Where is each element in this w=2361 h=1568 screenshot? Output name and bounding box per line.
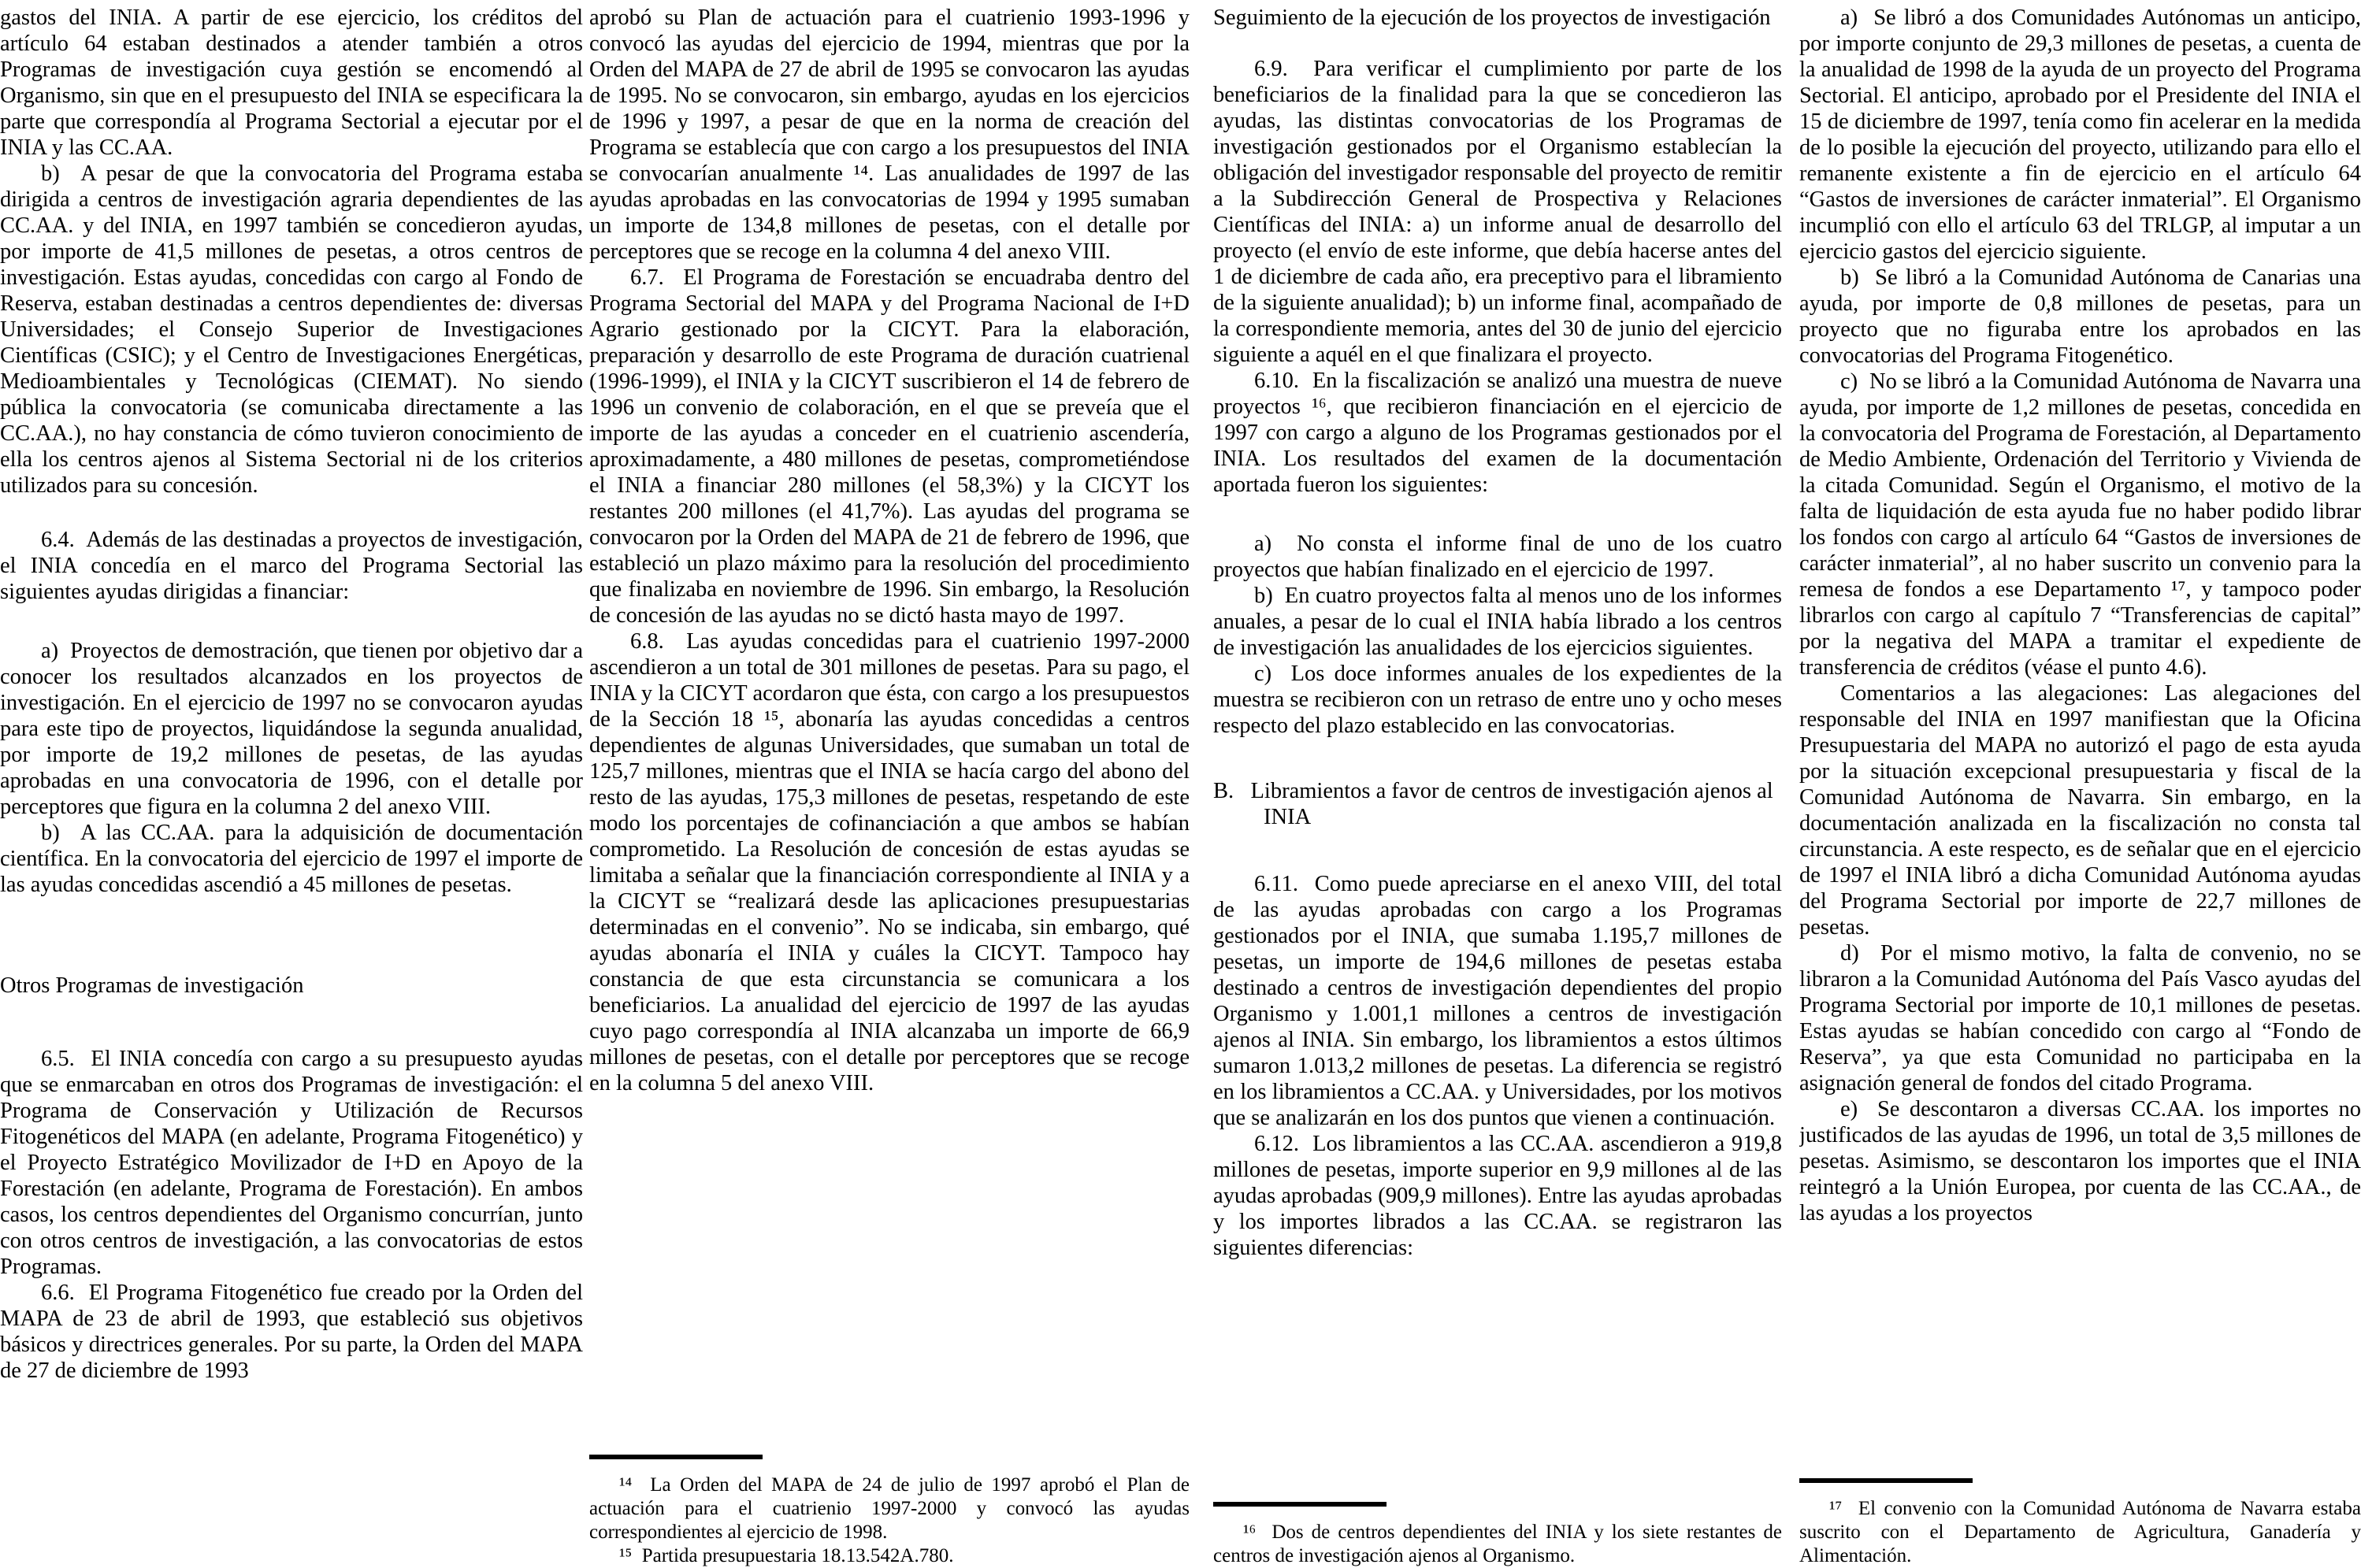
paragraph-continuation: aprobó su Plan de actuación para el cuatrienio 1993-1996 y convocó las ayudas del ejercicio de 1994, mientras que por la Orden del MAPA de 27 de abril de 1995 se convocaron las ayudas de 1995. No se convocaron, sin embargo, ayudas en los ejercicios de 1996 y 1997, a pesar de que en la norma de creación del Programa se establecía que con cargo a los presupuestos del INIA se convocarían anualmente ¹⁴. Las anualidades de 1997 de las ayudas aprobadas en las convocatorias de 1994 y 1995 sumaban un importe de 134,8 millones de pesetas, con el detalle por perceptores que se recoge en la columna 4 del anexo VIII. — [589, 6, 1190, 264]
paragraph-continuation: gastos del INIA. A partir de ese ejercicio, los créditos del artículo 64 estaban destinados a atender también a otros Programas de investigación cuya gestión se encomendó al Organismo, sin que en el presupuesto del INIA se especificara la parte que correspondía al Programa Sectorial a ejecutar por el INIA y las CC.AA. — [0, 6, 583, 160]
footnote-17: ¹⁷ El convenio con la Comunidad Autónoma de Navarra estaba suscrito con el Departamento de Agricultura, Ganadería y Alimentación. — [1799, 1498, 2361, 1566]
paragraph-comentarios: Comentarios a las alegaciones: Las alegaciones del responsable del INIA en 1997 manifiestan que la Oficina Presupuestaria del MAPA no autorizó el pago de esta ayuda por la situación excepcional presupuestaria y fiscal de la Comunidad Autónoma de Navarra. Sin embargo, en la documentación analizada en la fiscalización no consta tal circunstancia. A este respecto, es de señalar que en el ejercicio de 1997 el INIA libró a dicha Comunidad Autónoma ayudas del Programa Sectorial por importe de 22,7 millones de pesetas. — [1799, 681, 2361, 940]
paragraph-6-5: 6.5. El INIA concedía con cargo a su presupuesto ayudas que se enmarcaban en otros dos Programas de investigación: el Programa de Conservación y Utilización de Recursos Fitogenéticos del MAPA (en adelante, Programa Fitogenético) y el Proyecto Estratégico Movilizador de I+D en Apoyo de la Forestación (en adelante, Programa de Forestación). En ambos casos, los centros dependientes del Organismo concurrían, junto con otros centros de investigación, a las convocatorias de estos Programas. — [0, 1047, 583, 1279]
paragraph-item-b: b) En cuatro proyectos falta al menos uno de los informes anuales, a pesar de lo cual el INIA había librado a los centros de investigación las anualidades de los ejercicios siguientes. — [1213, 584, 1782, 660]
text-column-2 — [589, 5, 1190, 1568]
paragraph-6-10: 6.10. En la fiscalización se analizó una muestra de nueve proyectos ¹⁶, que recibieron financiación en el ejercicio de 1997 con cargo a alguno de los Programas gestionados por el INIA. Los resultados del examen de la documentación aportada fueron los siguientes: — [1213, 369, 1782, 497]
paragraph-6-8: 6.8. Las ayudas concedidas para el cuatrienio 1997-2000 ascendieron a un total de 301 millones de pesetas. Para su pago, el INIA y la CICYT acordaron que ésta, con cargo a los presupuestos de la Sección 18 ¹⁵, abonaría las ayudas concedidas a centros dependientes de algunas Universidades, que sumaban un total de 125,7 millones, mientras que el INIA se hacía cargo del abono del resto de las ayudas, 175,3 millones de pesetas, respetando de este modo los porcentajes de cofinanciación a que ambos se habían comprometido. La Resolución de concesión de estas ayudas se limitaba a señalar que la financiación correspondiente al INIA y a la CICYT se “realizará desde las aplicaciones presupuestarias determinadas en el convenio”. No se indicaba, sin embargo, qué ayudas abonaría el INIA y cuáles la CICYT. Tampoco hay constancia de que esta circunstancia se comunicara a los beneficiarios. La anualidad del ejercicio de 1997 de las ayudas cuyo pago correspondía al INIA alcanzaba un importe de 66,9 millones de pesetas, con el detalle por perceptores que se recoge en la columna 5 del anexo VIII. — [589, 629, 1190, 1095]
footnote-16: ¹⁶ Dos de centros dependientes del INIA y los siete restantes de centros de investigación ajenos al Organismo. — [1213, 1522, 1782, 1566]
footnote-separator — [1799, 1478, 1973, 1483]
paragraph-item-a: a) Se libró a dos Comunidades Autónomas un anticipo, por importe conjunto de 29,3 millones de pesetas, a cuenta de la anualidad de 1998 de la ayuda de un proyecto del Programa Sectorial. El anticipo, aprobado por el Presidente del INIA el 15 de diciembre de 1997, tenía como fin acelerar en la medida de lo posible la ejecución del proyecto, utilizando para ello el remanente existente a fin de ejercicio en el artículo 64 “Gastos de inversiones de carácter inmaterial”. El Organismo incumplió con ello el artículo 63 del TRLGP, al imputar a un ejercicio gastos del ejercicio siguiente. — [1799, 6, 2361, 264]
section-heading-b-libramientos: B. Libramientos a favor de centros de investigación ajenos al INIA — [1213, 779, 1773, 829]
text-column-1 — [0, 5, 583, 1568]
section-heading-seguimiento: Seguimiento de la ejecución de los proyectos de investigación — [1213, 6, 1771, 30]
paragraph-item-b2: b) A las CC.AA. para la adquisición de documentación científica. En la convocatoria del ejercicio de 1997 el importe de las ayudas concedidas ascendió a 45 millones de pesetas. — [0, 821, 583, 897]
footnotes-column-3 — [1213, 1492, 1782, 1568]
section-heading-otros-programas: Otros Programas de investigación — [0, 973, 304, 998]
footnote-14: ¹⁴ La Orden del MAPA de 24 de julio de 1997 aprobó el Plan de actuación para el cuatrienio 1997-2000 y convocó las ayudas correspondientes al ejercicio de 1998. — [589, 1474, 1190, 1543]
footnotes-column-4 — [1799, 1469, 2361, 1568]
paragraph-6-12: 6.12. Los libramientos a las CC.AA. ascendieron a 919,8 millones de pesetas, importe superior en 9,9 millones al de las ayudas aprobadas (909,9 millones). Entre las ayudas aprobadas y los importes librados a las CC.AA. se registraron las siguientes diferencias: — [1213, 1132, 1782, 1260]
paragraph-item-a: a) No consta el informe final de uno de los cuatro proyectos que habían finalizado en el ejercicio de 1997. — [1213, 532, 1782, 582]
paragraph-item-c: c) No se libró a la Comunidad Autónoma de Navarra una ayuda, por importe de 1,2 millones de pesetas, concedida en la convocatoria del Programa de Forestación, al Departamento de Medio Ambiente, Ordenación del Territorio y Vivienda de la citada Comunidad. Según el Organismo, el motivo de la falta de liquidación de esta ayuda fue no haber podido librar los fondos con cargo al artículo 64 “Gastos de inversiones de carácter inmaterial”, al no haber suscrito un convenio para la remesa de fondos a ese Departamento ¹⁷, y tampoco poder librarlos con cargo al capítulo 7 “Transferencias de capital” por la negativa del MAPA a tramitar el expediente de transferencia de créditos (véase el punto 4.6). — [1799, 369, 2361, 680]
paragraph-6-4: 6.4. Además de las destinadas a proyectos de investigación, el INIA concedía en el marco del Programa Sectorial las siguientes ayudas dirigidas a financiar: — [0, 528, 583, 604]
text-column-3 — [1213, 5, 1782, 1568]
footnote-separator — [1213, 1502, 1387, 1507]
footnote-separator — [589, 1455, 763, 1459]
paragraph-6-6: 6.6. El Programa Fitogenético fue creado por la Orden del MAPA de 23 de abril de 1993, que estableció sus objetivos básicos y directrices generales. Por su parte, la Orden del MAPA de 27 de diciembre de 1993 — [0, 1281, 583, 1383]
paragraph-item-e: e) Se descontaron a diversas CC.AA. los importes no justificados de las ayudas de 1996, un total de 3,5 millones de pesetas. Asimismo, se descontaron los importes que el INIA reintegró a la Unión Europea, por cuenta de las CC.AA., de las ayudas a los proyectos — [1799, 1097, 2361, 1225]
paragraph-item-d: d) Por el mismo motivo, la falta de convenio, no se libraron a la Comunidad Autónoma del País Vasco ayudas del Programa Sectorial por importe de 10,1 millones de pesetas. Estas ayudas se habían concedido con cargo al “Fondo de Reserva”, ya que esta Comunidad no participaba en la asignación general de fondos del citado Programa. — [1799, 941, 2361, 1095]
text-column-4 — [1799, 5, 2361, 1568]
paragraph-6-11: 6.11. Como puede apreciarse en el anexo VIII, del total de las ayudas aprobadas con cargo a los Programas gestionados por el INIA, que sumaba 1.195,7 millones de pesetas, un importe de 194,6 millones de pesetas estaba destinado a centros de investigación dependientes del propio Organismo y 1.001,1 millones a centros de investigación ajenos al INIA. Sin embargo, los libramientos a estos últimos sumaron 1.013,2 millones de pesetas. La diferencia se registró en los libramientos a CC.AA. y Universidades, por los motivos que se analizarán en los dos puntos que vienen a continuación. — [1213, 872, 1782, 1130]
paragraph-item-c: c) Los doce informes anuales de los expedientes de la muestra se recibieron con un retraso de entre uno y ocho meses respecto del plazo establecido en las convocatorias. — [1213, 662, 1782, 738]
footnote-15: ¹⁵ Partida presupuestaria 18.13.542A.780. — [619, 1545, 954, 1566]
paragraph-item-a: a) Proyectos de demostración, que tienen por objetivo dar a conocer los resultados alcanzados en los proyectos de investigación. En el ejercicio de 1997 no se convocaron ayudas para este tipo de proyectos, liquidándose la segunda anualidad, por importe de 19,2 millones de pesetas, de las ayudas aprobadas en una convocatoria de 1996, con el detalle por perceptores que figura en la columna 2 del anexo VIII. — [0, 639, 583, 819]
paragraph-6-7: 6.7. El Programa de Forestación se encuadraba dentro del Programa Sectorial del MAPA y del Programa Nacional de I+D Agrario gestionado por la CICYT. Para la elaboración, preparación y desarrollo de este Programa de duración cuatrienal (1996-1999), el INIA y la CICYT suscribieron el 14 de febrero de 1996 un convenio de colaboración, en el que se preveía que el importe de las ayudas a conceder en el cuatrienio ascendería, aproximadamente, a 480 millones de pesetas, comprometiéndose el INIA a financiar 280 millones (el 58,3%) y la CICYT los restantes 200 millones (el 41,7%). Las ayudas del programa se convocaron por la Orden del MAPA de 21 de febrero de 1996, que estableció un plazo máximo para la resolución del procedimiento que finalizaba en noviembre de 1996. Sin embargo, la Resolución de concesión de las ayudas no se dictó hasta mayo de 1997. — [589, 265, 1190, 628]
paragraph-item-b: b) A pesar de que la convocatoria del Programa estaba dirigida a centros de investigación agraria dependientes de las CC.AA. y del INIA, en 1997 también se concedieron ayudas, por importe de 41,5 millones de pesetas, a otros centros de investigación. Estas ayudas, concedidas con cargo al Fondo de Reserva, estaban destinadas a centros dependientes de: diversas Universidades; el Consejo Superior de Investigaciones Científicas (CSIC); y el Centro de Investigaciones Energéticas, Medioambientales y Tecnológicas (CIEMAT). No siendo pública la convocatoria (se comunicaba directamente a las CC.AA.), no hay constancia de cómo tuvieron conocimiento de ella los centros ajenos al Sistema Sectorial ni de los criterios utilizados para su concesión. — [0, 161, 583, 498]
paragraph-6-9: 6.9. Para verificar el cumplimiento por parte de los beneficiarios de la finalidad para la que se concedieron las ayudas, las distintas convocatorias de los Programas de investigación gestionados por el Organismo establecían la obligación del investigador responsable del proyecto de remitir a la Subdirección General de Prospectiva y Relaciones Científicas del INIA: a) un informe anual de desarrollo del proyecto (el envío de este informe, que debía hacerse antes del 1 de diciembre de cada año, era preceptivo para el libramiento de la siguiente anualidad); b) un informe final, acompañado de la correspondiente memoria, antes del 30 de junio del ejercicio siguiente a aquél en el que finalizara el proyecto. — [1213, 57, 1782, 367]
footnotes-column-2 — [589, 1445, 1190, 1568]
paragraph-item-b: b) Se libró a la Comunidad Autónoma de Canarias una ayuda, por importe de 0,8 millones de pesetas, para un proyecto que no figuraba entre los aprobados en las convocatorias del Programa Fitogenético. — [1799, 265, 2361, 368]
